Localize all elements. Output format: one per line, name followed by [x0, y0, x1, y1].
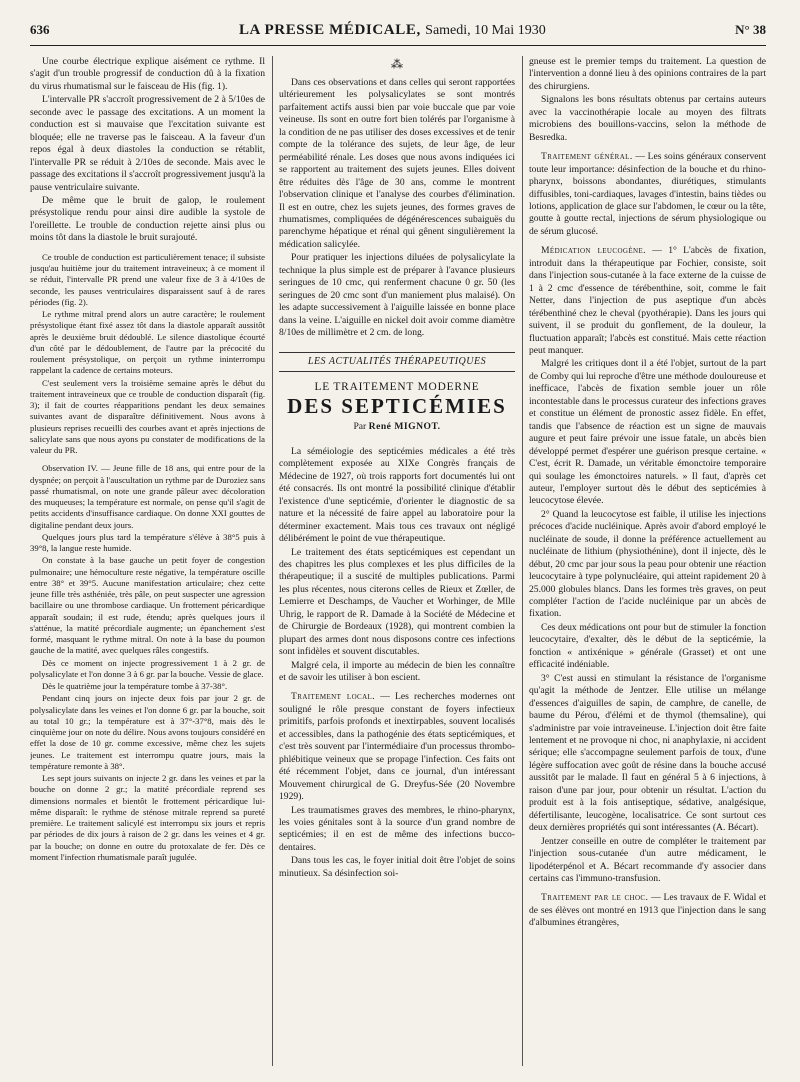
- paragraph: La séméiologie des septicémies médicales a été très complètement exposée au XIXe Congrès français de Médecine de 1927, où trois rapports fort documentés lui ont été consacrés. Ils ont montré la possibilité clinique d'établir l'existence d'une septicémie, d'orienter le diagnostic de sa nature et la nécessité de faire appel au laboratoire pour la déterminer exactement. Mais tous ces travaux ont négligé délibérément le point de vue thérapeutique.: [279, 445, 515, 545]
- section-paragraph: [529, 151, 766, 238]
- section-label: Traitement local.: [291, 691, 376, 703]
- article-author: René MIGNOT.: [368, 421, 441, 433]
- column-1: [30, 56, 265, 1066]
- running-title: [239, 22, 546, 39]
- column-rule-1: [272, 56, 273, 1066]
- paragraph: Dans ces observations et dans celles qui seront rapportées ultérieurement les polysalicylates se sont montrés parfaitement actifs aussi bien par voie buccale que par voie veineuse. Ils sont en outre fort bien tolérés par l'organisme à la condition de ne pas utiliser des doses excessives et de tenir compte de la tolérance des sujets, de leur âge, de leur perméabilité rénale. Les doses que nous avons indiquées ici se rapportent au traitement des sujets jeunes. Elles doivent être réduites dès l'âge de 30 ans, comme le montrent l'observation clinique et l'analyse des courbes d'élimination. Il est en outre, chez les sujets jeunes, des formes graves de rhumatismes, compliquées de dégénérescences subaiguës du parenchyme hépatique et rénal qui gênent singulièrement la médication salicylée.: [279, 77, 515, 250]
- column-rule-2: [522, 56, 523, 1066]
- observation-paragraph: Observation IV. — Jeune fille de 18 ans, qui entre pour de la dyspnée; on perçoit à l'auscultation un rythme par de Duroziez sans passé rhumatismal, on note une grande pâleur avec décoloration des muqueuses; la température est normale, on pense qu'il s'agit de petits accidents d'insuffisance cardiaque. On donne XXI gouttes de digitaline pendant deux jours.: [30, 463, 265, 530]
- section-text: — Les soins généraux conservent toute leur importance: désinfection de la bouche et du rhino-pharynx, boissons abondantes, diurétiques, stimulants diffusibles, toni-cardiaques, lavages d'intestin, bains tièdes ou lotions, application de glace sur l'abdomen, le cœur ou la tête, goutte à goutte rectal, injections de sérum physiologique ou de sérum glucosé.: [529, 151, 766, 237]
- column-3: [529, 56, 766, 1066]
- section-ornament: ⁂: [391, 57, 403, 71]
- paragraph: Le traitement des états septicémiques est cependant un des chapitres les plus complexes et les plus difficiles de la thérapeutique; il a suscité de multiples publications. Parmi les plus récentes, nous citerons celles de Rieux et Zœller, de Lemierre et Deschamps, de Vaucher et Worhinger, de Mlle Uhrig, le rapport de R. Damade à la Société de Médecine et de Chirurgie de Bordeaux (1928), qui montrent combien la plupart des armes dont nous disposons contre ces infections sont infidèles et souvent discutables.: [279, 546, 515, 658]
- article-title-line2: DES SEPTICÉMIES: [287, 394, 507, 419]
- section-text: — Les recherches modernes ont souligné le rôle presque constant de foyers infectieux primitifs, parfois profonds et inextirpables, souvent localisés et accessibles, dans la pathogénie des états septicémiques, et c'est très souvent par l'intermédiaire d'un processus thrombo-phlébitique veineux que se propage l'infection. Ces faits ont été récemment l'objet, dans ce journal, d'un intéressant Mouvement chirurgical de G. Dreyfus-Sée (20 Novembre 1929).: [279, 691, 515, 803]
- paragraph: gneuse est le premier temps du traitement. La question de l'intervention a donné lieu à des opinions contraires de la part des chirurgiens.: [529, 56, 766, 92]
- paragraph: Ce trouble de conduction est particulièrement tenace; il subsiste jusqu'au huitième jour du traitement intraveineux; à ce moment il se réduit, l'intervalle PR prend une valeur fixe de 3 à 4/10es de seconde, les pauses ventriculaires disparaissent sauf à de rares périodes (fig. 2).: [30, 251, 265, 307]
- section-paragraph: [529, 245, 766, 357]
- paragraph: Pendant cinq jours on injecte deux fois par jour 2 gr. de polysalicylate dans les veines et l'on donne 6 gr. par la bouche, soit au total 10 gr.; la température est à 37°-37°8, mais dès le cinquième jour on note du délire. Nous avons toujours considéré en effet la dose de 10 gr. comme excessive, même chez les sujets jeunes. Le traitement est interrompu quatre jours, mais la température remonte à 38°.: [30, 693, 265, 771]
- section-text: — Les travaux de F. Widal et de ses élèves ont montré en 1913 que l'injection dans le sang d'albumines étrangères,: [529, 892, 766, 929]
- issue-number: N° 38: [735, 22, 766, 37]
- paragraph: Dès le quatrième jour la température tombe à 37-38°.: [42, 681, 228, 692]
- section-rubric: LES ACTUALITÉS THÉRAPEUTIQUES: [279, 352, 515, 372]
- article-title-line1: LE TRAITEMENT MODERNE: [314, 380, 480, 393]
- paragraph: Le rythme mitral prend alors un autre caractère; le roulement présystolique étant fixé assez tôt dans la diastole apparaît aussitôt après le deuxième bruit dédoublé. Le silence diastolique écourté d'un côté par le dédoublement, de l'autre par la précocité du roulement présystolique, on perçoit un rythme ininterrompu rappelant la cadence de certains moteurs.: [30, 309, 265, 376]
- paragraph: Signalons les bons résultats obtenus par certains auteurs avec la vaccinothérapie locale au moyen des filtrats microbiens des bouillons-vaccins, selon la méthode de Besredka.: [529, 94, 766, 143]
- paragraph: 3° C'est aussi en stimulant la résistance de l'organisme qu'agit la méthode de Jentzer. Elle utilise un mélange d'essences d'aiguilles de sapin, de camphre, de canelle, de baume du Pérou, d'élémi et de thymol (themsaline), qui s'administre par voie intraveineuse. L'injection doit être faite lentement et ne provoque ni choc, ni anaphylaxie, ni accident sérique; elle s'accompagne seulement parfois de toux, d'une légère suffocation avec goût de résine dans la bouche accusé aussitôt par le malade. Il faut en général 5 à 6 injections, à raison d'une par jour, pour obtenir un résultat. L'action du produit est à la fois antiseptique, sédative, analgésique, défertilisante, leucogène, localisatrice. Ce sont surtout ces deux dernières propriétés qui sont intéressantes (A. Bécart).: [529, 672, 766, 834]
- column-2: [279, 56, 515, 1066]
- paragraph: L'intervalle PR s'accroît progressivement de 2 à 5/10es de seconde avec le passage des excitations. A un moment la conduction est si mauvaise que l'excitation suivante est bloquée; elle ne traverse pas le faisceau. A la faveur d'un repos égal à deux diastoles la conduction se rétablit, l'intervalle PR se réduit à 2/10es de seconde. Mais avec le passage des excitations il s'accroît progressivement jusqu'à la pause ventriculaire suivante.: [30, 94, 265, 193]
- byline-by: Par: [353, 421, 367, 433]
- paragraph: Jentzer conseille en outre de compléter le traitement par l'injection sous-cutanée d'un autre médicament, le lipodéterpénol et A. Bécart recommande d'y associer dans certains cas l'immuno-transfusion.: [529, 835, 766, 884]
- paragraph: De même que le bruit de galop, le roulement présystolique rendu pour ainsi dire audible la systole de l'oreillette. Le trouble de conduction rejette ainsi plus ou moins tôt dans la diastole le bruit surajouté.: [30, 194, 265, 244]
- paragraph: Une courbe électrique explique aisément ce rythme. Il s'agit d'un trouble progressif de conduction dû à la fixation du virus rhumatismal sur le faisceau de His (fig. 1).: [30, 56, 265, 92]
- paragraph: On constate à la base gauche un petit foyer de congestion pulmonaire; une hémoculture reste négative, la température oscille entre 38° et 39°5. Aucune manifestation articulaire; chez cette jeune fille très asthéniée, très pâle, on peut suspecter une agression bacillaire ou une thrombose cardiaque. Un frottement péricardique apparaît soudain; il est rude, étendu; après quelques jours il s'atténue, la matité précordiale augmente; un épanchement s'est formé, masquant le rythme mitral. On note à la base du poumon gauche de la matité, avec quelques râles congestifs.: [30, 555, 265, 656]
- issue-date: Samedi, 10 Mai 1930: [425, 23, 546, 38]
- article-byline: [279, 421, 515, 433]
- paragraph: Dans tous les cas, le foyer initial doit être l'objet de soins minutieux. Sa désinfection soi-: [279, 855, 515, 879]
- section-label: Traitement par le choc.: [541, 892, 649, 904]
- paragraph: 2° Quand la leucocytose est faible, il utilise les injections précoces d'acide nucléinique. Après avoir d'abord employé le nucléinate de soude, il donne la préférence actuellement au nucléinate de lithium (physiothénine), dont il injecte, dès le début, 20 cmc par jour sous la peau pour obtenir une réaction leucocytaire à type polynucléaire, qui atteint rapidement 20 à 25.000 globules blancs. Dans les formes très graves, on peut compléter l'action de l'acide nucléinique par un abcès de fixation.: [529, 508, 766, 620]
- section-label: Médication leucogène.: [541, 245, 646, 257]
- paragraph: C'est seulement vers la troisième semaine après le début du traitement intraveineux que ce trouble de conduction disparaît (fig. 3); il fait de courtes réapparitions pendant les deux semaines suivantes avant de disparaître définitivement. Nous avons à plusieurs reprises recueilli des courbes avant et après injections de salicylate sans que nous ayons pu constater de modifications de la valeur du PR.: [30, 377, 265, 456]
- section-text: — 1° L'abcès de fixation, introduit dans la thérapeutique par Fochier, consiste, soit dans l'injection sous-cutanée à la face externe de la cuisse de 1 à 2 cmc d'essence de térébenthine, soit, comme le fait Netter, dans l'injection de pus aseptique d'un abcès térébenthiné chez le cheval (pyothérapie). Dans les jours qui suivent, il se produit du gonflement, de la douleur, la fluctuation apparaît; l'abcès est constitué. Mais cette réaction peut manquer.: [529, 245, 766, 356]
- paragraph: Ces deux médications ont pour but de stimuler la fonction leucocytaire, d'exalter, dès le début de la septicémie, la fonction « antixénique » générale (Grasset) et ont une efficacité indéniable.: [529, 621, 766, 671]
- section-label: Traitement général.: [541, 151, 633, 163]
- section-paragraph: [279, 691, 515, 803]
- paragraph: Quelques jours plus tard la température s'élève à 38°5 puis à 39°8, la langue reste humide.: [30, 531, 265, 554]
- paragraph: Les traumatismes graves des membres, le rhino-pharynx, les voies génitales sont à la source d'un grand nombre de septicémies; il en est de même des infections bucco-dentaires.: [279, 804, 515, 853]
- section-paragraph: [529, 892, 766, 929]
- journal-name: LA PRESSE MÉDICALE,: [238, 22, 421, 38]
- paragraph: Dès ce moment on injecte progressivement 1 à 2 gr. de polysalicylate et l'on donne 3 à 6 gr. par la bouche. Vessie de glace.: [30, 657, 265, 679]
- paragraph: Malgré les critiques dont il a été l'objet, surtout de la part de Comby qui lui reproche d'être une méthode douloureuse et inefficace, l'abcès de fixation semble jouer un rôle incontestable dans le processus curateur des infections graves et constitue un élément de pronostic assez fidèle. En effet, tandis que l'absence de réaction est un signe de mauvais augure et peut faire prévoir une issue fatale, un abcès bien développé permet d'espérer une guérison presque certaine. « C'est, écrit R. Damade, un véritable émonctoire temporaire qui soulage les émonctoires naturels. » Il faut, d'après cet auteur, l'employer surtout dès le début des septicémies à leucocytose élevée.: [529, 358, 766, 507]
- page-header: [30, 22, 766, 46]
- page-number: 636: [30, 22, 50, 37]
- paragraph: Malgré cela, il importe au médecin de bien les connaître et de savoir les utiliser à bon escient.: [279, 659, 515, 684]
- paragraph: Pour pratiquer les injections diluées de polysalicylate la technique la plus simple est de préparer à l'avance plusieurs seringues de 10 cmc, qui renferment chacune 0 gr. 50 (les seringues de 20 cmc sont d'un maniement plus malaisé). On les adapte successivement à l'aiguille laissée en bonne place dans la veine. L'aiguille en nickel doit avoir comme diamètre 8/10es de millimètre et 2 cm. de long.: [279, 252, 515, 339]
- paragraph: Les sept jours suivants on injecte 2 gr. dans les veines et par la bouche on donne 2 gr.; la matité précordiale reprend ses dimensions normales et bientôt le frottement péricardique lui-même disparaît: le rythme de sténose mitrale reprend sa pureté première. Le traitement salicylé est interrompu six jours et repris par périodes de dix jours à raison de 2 gr. dans les veines et 4 gr. par la bouche; on donne en outre du protoxalate de fer. Dès ce moment l'infection rhumatismale paraît jugulée.: [30, 773, 265, 862]
